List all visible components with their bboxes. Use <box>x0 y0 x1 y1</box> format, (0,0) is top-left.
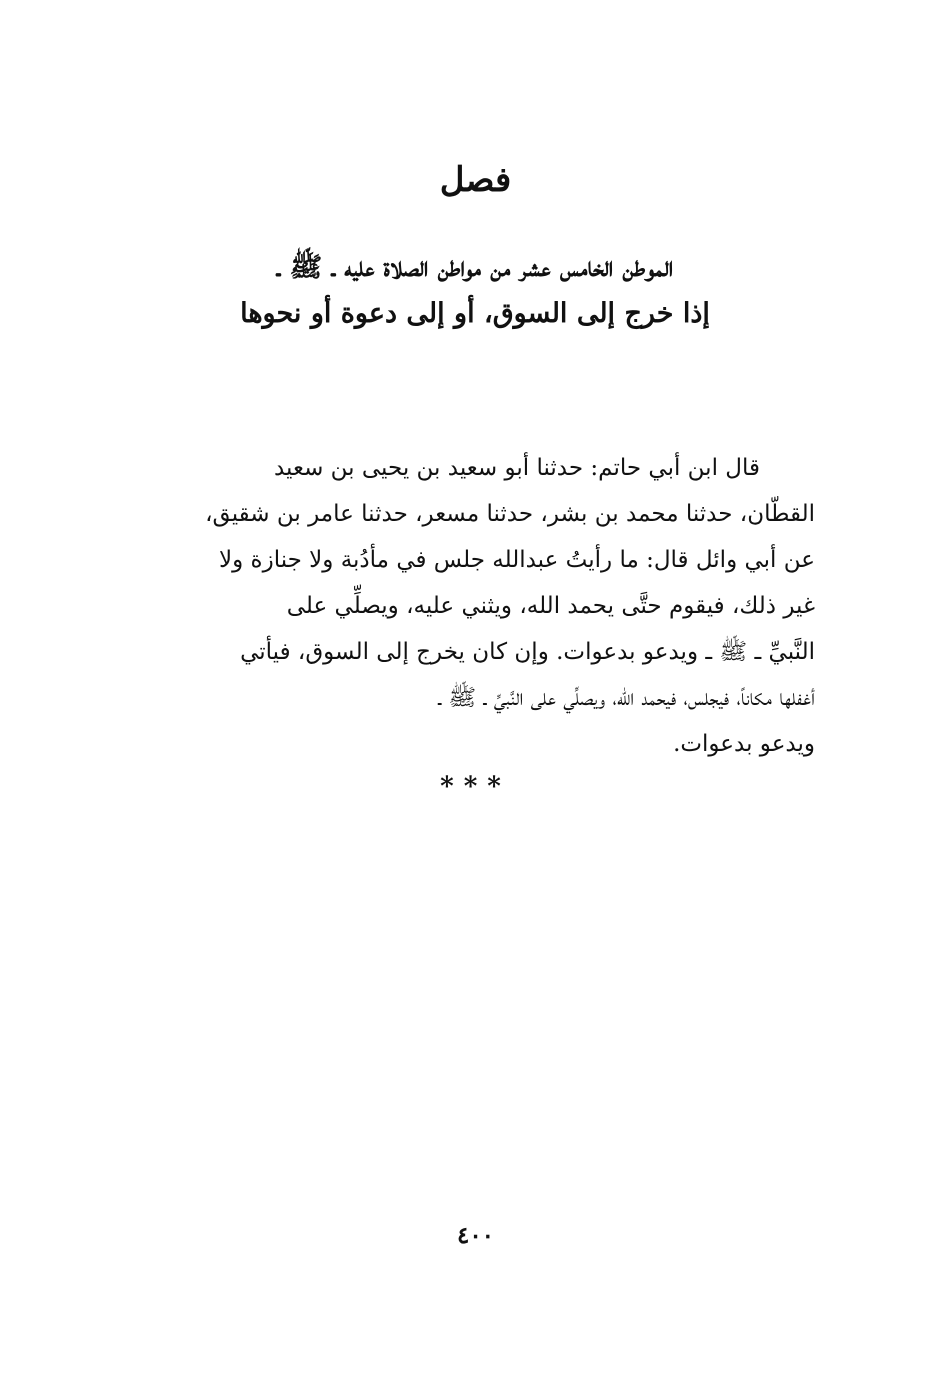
heading-line: إذا خرج إلى السوق، أو إلى دعوة أو نحوها <box>240 298 710 329</box>
heading-line: الموطن الخامس عشر من مواطن الصلاة عليه ـ ﷺ ـ <box>276 252 674 283</box>
section-title: فصل <box>439 160 512 200</box>
body-line: النَّبيِّ ـ ﷺ ـ ويدعو بدعوات. وإن كان يخرج إلى السوق، فيأتي <box>240 639 815 665</box>
body-line: قال ابن أبي حاتم: حدثنا أبو سعيد بن يحيى بن سعيد <box>273 455 760 481</box>
body-line: ويدعو بدعوات. <box>673 731 815 757</box>
chapter-heading <box>130 245 820 337</box>
body-line: عن أبي وائل قال: ما رأيتُ عبدالله جلس في مأدُبة ولا جنازة ولا <box>219 547 815 573</box>
body-paragraph <box>125 445 815 767</box>
section-separator: *** <box>440 772 511 802</box>
body-line: أغفلها مكاناً، فيجلس، فيحمد الله، ويصلِّي على النَّبيِّ ـ ﷺ ـ <box>438 685 815 711</box>
body-line: غير ذلك، فيقوم حتَّى يحمد الله، ويثني عليه، ويصلِّي على <box>286 593 815 619</box>
page-number: ٤٠٠ <box>456 1222 495 1249</box>
body-line: القطّان، حدثنا محمد بن بشر، حدثنا مسعر، حدثنا عامر بن شقيق، <box>205 501 815 527</box>
